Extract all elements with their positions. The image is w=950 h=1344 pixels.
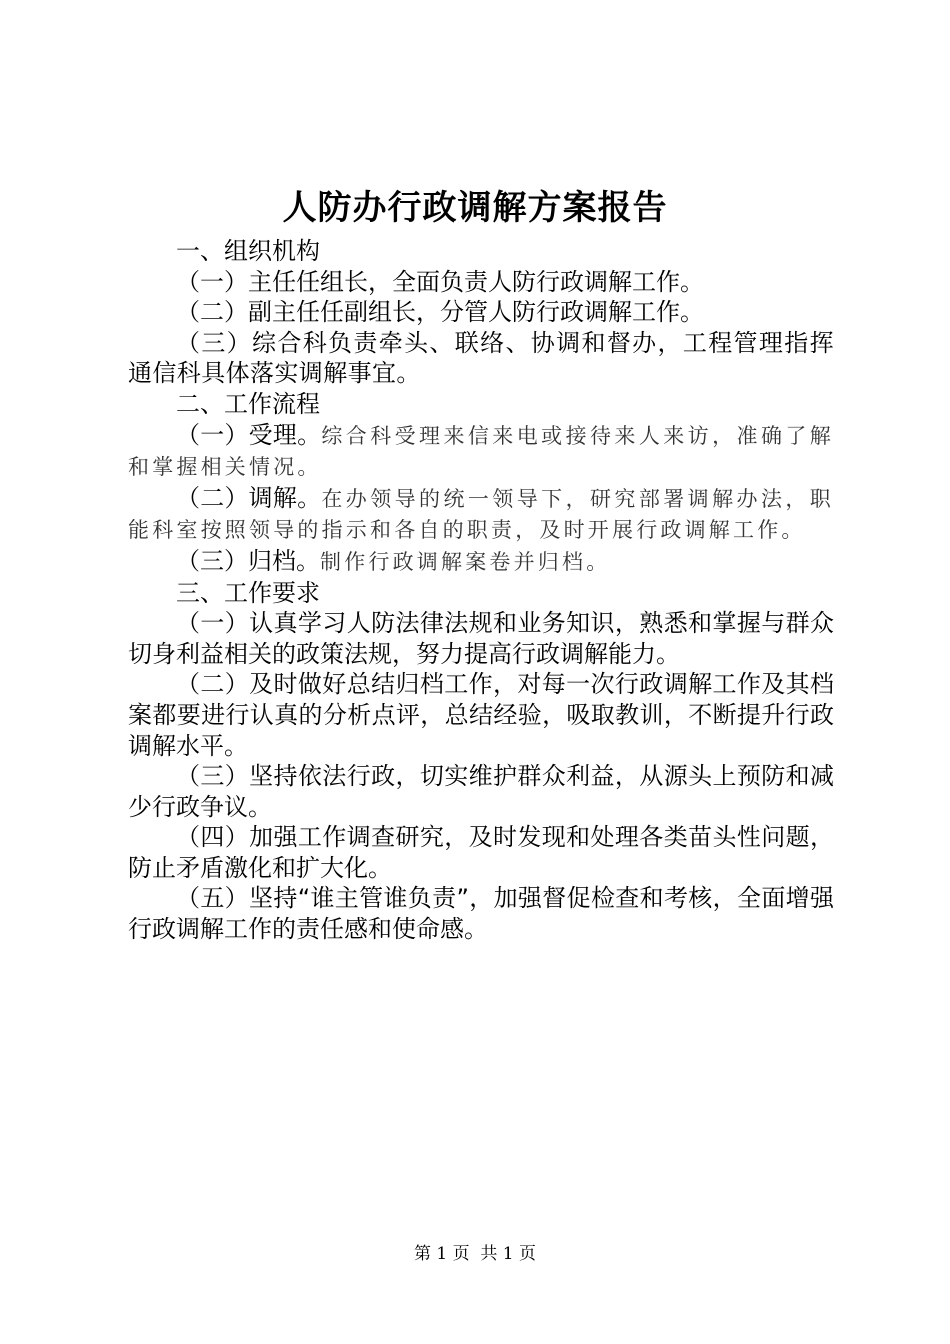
process-item-text: 在办领导的统一领导下，研究部署调解办法，职能科室按照领导的指示和各自的职责，及时开展行政调解工作。: [128, 486, 835, 543]
document-title: 人防办行政调解方案报告: [282, 188, 668, 228]
process-item-lead: （三）归档。: [176, 546, 320, 575]
requirement-item-3: （三）坚持依法行政，切实维护群众利益，从源头上预防和减少行政争议。: [128, 762, 834, 821]
process-item-text: 综合科受理来信来电或接待来人来访，准确了解和掌握相关情况。: [128, 423, 835, 480]
organization-item-3: （三）综合科负责牵头、联络、协调和督办，工程管理指挥通信科具体落实调解事宜。: [128, 328, 834, 388]
section-heading-requirements: 三、工作要求: [176, 578, 320, 607]
page-footer: 第 1 页 共 1 页: [413, 1244, 537, 1264]
process-item-archive: [128, 546, 834, 578]
process-item-lead: （二）调解。: [176, 483, 322, 512]
organization-item-1: （一）主任任组长，全面负责人防行政调解工作。: [176, 267, 704, 296]
requirement-item-4: （四）加强工作调查研究，及时发现和处理各类苗头性问题，防止矛盾激化和扩大化。: [128, 823, 834, 882]
requirement-item-5: （五）坚持“谁主管谁负责”，加强督促检查和考核，全面增强行政调解工作的责任感和使命感。: [128, 884, 834, 944]
process-item-mediate: [128, 483, 834, 546]
process-item-lead: （一）受理。: [176, 420, 322, 449]
process-item-text: 制作行政调解案卷并归档。: [320, 549, 611, 574]
requirement-item-2: （二）及时做好总结归档工作，对每一次行政调解工作及其档案都要进行认真的分析点评，总结经验，吸取教训，不断提升行政调解水平。: [128, 670, 834, 760]
document-body: [128, 236, 834, 945]
organization-item-2: （二）副主任任副组长，分管人防行政调解工作。: [176, 298, 704, 327]
section-heading-organization: 一、组织机构: [176, 237, 320, 265]
process-item-accept: [128, 420, 834, 483]
requirement-item-1: （一）认真学习人防法律法规和业务知识，熟悉和掌握与群众切身利益相关的政策法规，努力提高行政调解能力。: [128, 609, 834, 668]
section-heading-process: 二、工作流程: [176, 389, 320, 418]
